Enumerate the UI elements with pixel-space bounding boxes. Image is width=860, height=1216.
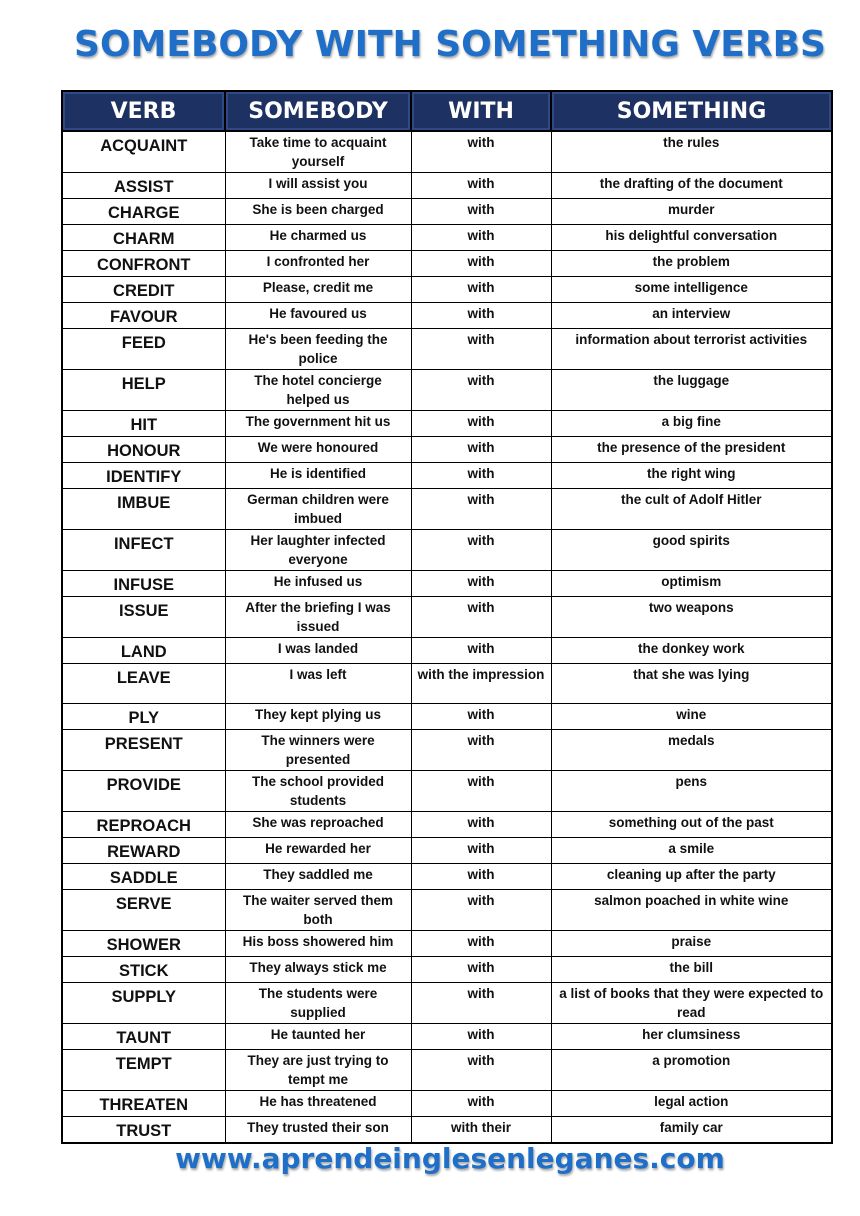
something-cell: the luggage <box>551 370 832 411</box>
table-row <box>62 225 832 251</box>
with-cell: with <box>411 1050 551 1091</box>
something-cell: information about terrorist activities <box>551 329 832 370</box>
table-row <box>62 437 832 463</box>
header-verb: VERB <box>62 91 225 131</box>
somebody-cell: We were honoured <box>225 437 411 463</box>
somebody-cell: He favoured us <box>225 303 411 329</box>
somebody-cell: The school provided students <box>225 771 411 812</box>
something-cell: a promotion <box>551 1050 832 1091</box>
with-cell: with <box>411 463 551 489</box>
something-cell: the right wing <box>551 463 832 489</box>
verb-cell: PROVIDE <box>62 771 225 812</box>
somebody-cell: They saddled me <box>225 864 411 890</box>
somebody-cell: Her laughter infected everyone <box>225 530 411 571</box>
table-row <box>62 463 832 489</box>
verb-cell: TAUNT <box>62 1024 225 1050</box>
with-cell: with <box>411 1024 551 1050</box>
with-cell: with <box>411 199 551 225</box>
with-cell: with <box>411 730 551 771</box>
somebody-cell: They trusted their son <box>225 1117 411 1144</box>
table-row <box>62 838 832 864</box>
somebody-cell: She was reproached <box>225 812 411 838</box>
somebody-cell: He has threatened <box>225 1091 411 1117</box>
table-row <box>62 571 832 597</box>
somebody-cell: He charmed us <box>225 225 411 251</box>
somebody-cell: He rewarded her <box>225 838 411 864</box>
something-cell: two weapons <box>551 597 832 638</box>
something-cell: the drafting of the document <box>551 173 832 199</box>
something-cell: some intelligence <box>551 277 832 303</box>
something-cell: his delightful conversation <box>551 225 832 251</box>
with-cell: with <box>411 864 551 890</box>
somebody-cell: The hotel concierge helped us <box>225 370 411 411</box>
with-cell: with <box>411 771 551 812</box>
table-row <box>62 1117 832 1144</box>
something-cell: optimism <box>551 571 832 597</box>
something-cell: an interview <box>551 303 832 329</box>
table-row <box>62 638 832 664</box>
something-cell: praise <box>551 931 832 957</box>
table-row <box>62 812 832 838</box>
table-row <box>62 199 832 225</box>
with-cell: with <box>411 489 551 530</box>
verb-cell: CONFRONT <box>62 251 225 277</box>
verb-cell: LEAVE <box>62 664 225 704</box>
something-cell: wine <box>551 704 832 730</box>
somebody-cell: I confronted her <box>225 251 411 277</box>
table-row <box>62 864 832 890</box>
verbs-table <box>61 90 833 1144</box>
with-cell: with <box>411 704 551 730</box>
somebody-cell: He infused us <box>225 571 411 597</box>
something-cell: a smile <box>551 838 832 864</box>
table-row <box>62 597 832 638</box>
verb-cell: IMBUE <box>62 489 225 530</box>
verb-cell: ACQUAINT <box>62 131 225 173</box>
something-cell: a big fine <box>551 411 832 437</box>
verb-cell: TRUST <box>62 1117 225 1144</box>
table-row <box>62 664 832 704</box>
something-cell: cleaning up after the party <box>551 864 832 890</box>
table-row <box>62 890 832 931</box>
verb-cell: INFUSE <box>62 571 225 597</box>
with-cell: with <box>411 890 551 931</box>
something-cell: the bill <box>551 957 832 983</box>
somebody-cell: I was left <box>225 664 411 704</box>
with-cell: with <box>411 370 551 411</box>
verb-cell: THREATEN <box>62 1091 225 1117</box>
with-cell: with <box>411 251 551 277</box>
website-footer: www.aprendeinglesenleganes.com <box>175 1142 725 1175</box>
something-cell: something out of the past <box>551 812 832 838</box>
table-row <box>62 730 832 771</box>
with-cell: with <box>411 1091 551 1117</box>
with-cell: with <box>411 131 551 173</box>
header-with: WITH <box>411 91 551 131</box>
somebody-cell: They kept plying us <box>225 704 411 730</box>
with-cell: with <box>411 983 551 1024</box>
something-cell: her clumsiness <box>551 1024 832 1050</box>
verb-cell: CHARGE <box>62 199 225 225</box>
somebody-cell: German children were imbued <box>225 489 411 530</box>
somebody-cell: The students were supplied <box>225 983 411 1024</box>
somebody-cell: They are just trying to tempt me <box>225 1050 411 1091</box>
verb-cell: SHOWER <box>62 931 225 957</box>
verb-cell: FEED <box>62 329 225 370</box>
table-row <box>62 704 832 730</box>
verb-cell: ISSUE <box>62 597 225 638</box>
with-cell: with the impression <box>411 664 551 704</box>
somebody-cell: Please, credit me <box>225 277 411 303</box>
somebody-cell: The government hit us <box>225 411 411 437</box>
table-body <box>62 131 832 1143</box>
somebody-cell: They always stick me <box>225 957 411 983</box>
table-row <box>62 251 832 277</box>
something-cell: the donkey work <box>551 638 832 664</box>
somebody-cell: I will assist you <box>225 173 411 199</box>
table-row <box>62 370 832 411</box>
table-row <box>62 771 832 812</box>
verb-cell: TEMPT <box>62 1050 225 1091</box>
somebody-cell: The waiter served them both <box>225 890 411 931</box>
verb-cell: ASSIST <box>62 173 225 199</box>
with-cell: with <box>411 597 551 638</box>
table-row <box>62 1024 832 1050</box>
something-cell: the presence of the president <box>551 437 832 463</box>
somebody-cell: He taunted her <box>225 1024 411 1050</box>
something-cell: salmon poached in white wine <box>551 890 832 931</box>
something-cell: medals <box>551 730 832 771</box>
verb-cell: REPROACH <box>62 812 225 838</box>
somebody-cell: The winners were presented <box>225 730 411 771</box>
table-row <box>62 931 832 957</box>
table-row <box>62 489 832 530</box>
somebody-cell: He is identified <box>225 463 411 489</box>
header-something: SOMETHING <box>551 91 832 131</box>
page-title: SOMEBODY WITH SOMETHING VERBS <box>74 24 826 65</box>
something-cell: the cult of Adolf Hitler <box>551 489 832 530</box>
verb-cell: LAND <box>62 638 225 664</box>
with-cell: with <box>411 638 551 664</box>
verb-cell: SERVE <box>62 890 225 931</box>
table-row <box>62 957 832 983</box>
somebody-cell: His boss showered him <box>225 931 411 957</box>
something-cell: the rules <box>551 131 832 173</box>
with-cell: with <box>411 931 551 957</box>
with-cell: with <box>411 277 551 303</box>
with-cell: with <box>411 225 551 251</box>
table-row <box>62 173 832 199</box>
table-row <box>62 530 832 571</box>
with-cell: with <box>411 530 551 571</box>
something-cell: family car <box>551 1117 832 1144</box>
verb-cell: SUPPLY <box>62 983 225 1024</box>
with-cell: with <box>411 303 551 329</box>
with-cell: with <box>411 437 551 463</box>
verb-cell: PRESENT <box>62 730 225 771</box>
verb-cell: CREDIT <box>62 277 225 303</box>
verb-cell: PLY <box>62 704 225 730</box>
with-cell: with <box>411 411 551 437</box>
something-cell: good spirits <box>551 530 832 571</box>
table-row <box>62 1091 832 1117</box>
with-cell: with <box>411 329 551 370</box>
verb-cell: STICK <box>62 957 225 983</box>
with-cell: with their <box>411 1117 551 1144</box>
something-cell: murder <box>551 199 832 225</box>
verb-cell: REWARD <box>62 838 225 864</box>
table-header-row <box>62 91 832 131</box>
verb-cell: HELP <box>62 370 225 411</box>
table-row <box>62 983 832 1024</box>
verb-cell: HONOUR <box>62 437 225 463</box>
somebody-cell: After the briefing I was issued <box>225 597 411 638</box>
verb-cell: FAVOUR <box>62 303 225 329</box>
table-row <box>62 277 832 303</box>
table-row <box>62 1050 832 1091</box>
with-cell: with <box>411 957 551 983</box>
somebody-cell: Take time to acquaint yourself <box>225 131 411 173</box>
verb-cell: INFECT <box>62 530 225 571</box>
with-cell: with <box>411 838 551 864</box>
something-cell: that she was lying <box>551 664 832 704</box>
something-cell: legal action <box>551 1091 832 1117</box>
table-row <box>62 411 832 437</box>
something-cell: a list of books that they were expected to read <box>551 983 832 1024</box>
somebody-cell: She is been charged <box>225 199 411 225</box>
with-cell: with <box>411 812 551 838</box>
with-cell: with <box>411 173 551 199</box>
table-row <box>62 131 832 173</box>
somebody-cell: I was landed <box>225 638 411 664</box>
table-row <box>62 303 832 329</box>
somebody-cell: He's been feeding the police <box>225 329 411 370</box>
something-cell: pens <box>551 771 832 812</box>
verb-cell: IDENTIFY <box>62 463 225 489</box>
verb-cell: CHARM <box>62 225 225 251</box>
table-row <box>62 329 832 370</box>
something-cell: the problem <box>551 251 832 277</box>
verb-cell: HIT <box>62 411 225 437</box>
verb-cell: SADDLE <box>62 864 225 890</box>
header-somebody: SOMEBODY <box>225 91 411 131</box>
with-cell: with <box>411 571 551 597</box>
